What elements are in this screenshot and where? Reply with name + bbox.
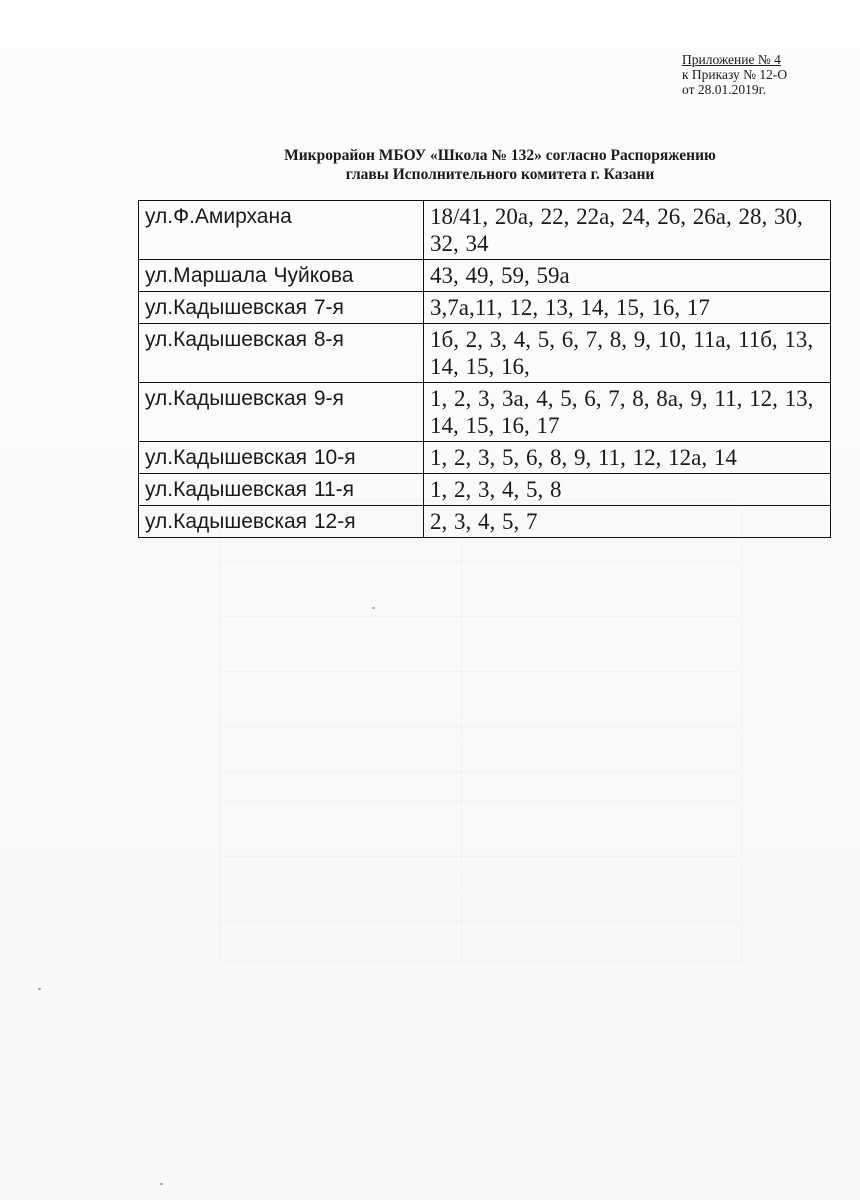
- table-row: [139, 442, 831, 474]
- title-line-1: Микрорайон МБОУ «Школа № 132» согласно Распоряжению: [284, 147, 716, 164]
- street-cell: ул.Кадышевская 8-я: [139, 324, 424, 383]
- show-through-ghost: [220, 500, 742, 962]
- street-cell: ул.Кадышевская 12-я: [139, 506, 424, 538]
- appendix-note: [682, 52, 787, 97]
- street-cell: ул.Кадышевская 7-я: [139, 292, 424, 324]
- street-cell: ул.Кадышевская 11-я: [139, 474, 424, 506]
- street-cell: ул.Кадышевская 9-я: [139, 383, 424, 442]
- street-cell: ул.Маршала Чуйкова: [139, 260, 424, 292]
- table-row: [139, 260, 831, 292]
- houses-cell: 18/41, 20а, 22, 22а, 24, 26, 26а, 28, 30, 32, 34: [424, 201, 831, 260]
- houses-cell: 1, 2, 3, 3а, 4, 5, 6, 7, 8, 8а, 9, 11, 12, 13, 14, 15, 16, 17: [424, 383, 831, 442]
- houses-cell: 3,7а,11, 12, 13, 14, 15, 16, 17: [424, 292, 831, 324]
- table-row: [139, 383, 831, 442]
- paper-speck: [160, 1183, 163, 1185]
- appendix-order: к Приказу № 12-О: [682, 67, 788, 82]
- houses-cell: 1б, 2, 3, 4, 5, 6, 7, 8, 9, 10, 11а, 11б, 13, 14, 15, 16,: [424, 324, 831, 383]
- table-row: [139, 324, 831, 383]
- table-row: [139, 201, 831, 260]
- street-cell: ул.Кадышевская 10-я: [139, 442, 424, 474]
- table-row: [139, 292, 831, 324]
- table-row: [139, 506, 831, 538]
- document-title: [150, 146, 850, 184]
- appendix-date: от 28.01.2019г.: [682, 82, 766, 97]
- paper-speck: [38, 988, 41, 990]
- paper-speck: [372, 607, 375, 609]
- houses-cell: 1, 2, 3, 4, 5, 8: [424, 474, 831, 506]
- title-line-2: главы Исполнительного комитета г. Казани: [345, 166, 655, 183]
- houses-cell: 2, 3, 4, 5, 7: [424, 506, 831, 538]
- table-row: [139, 474, 831, 506]
- street-cell: ул.Ф.Амирхана: [139, 201, 424, 260]
- appendix-number: Приложение № 4: [682, 52, 781, 67]
- houses-cell: 1, 2, 3, 5, 6, 8, 9, 11, 12, 12а, 14: [424, 442, 831, 474]
- houses-cell: 43, 49, 59, 59а: [424, 260, 831, 292]
- streets-table: [138, 200, 831, 538]
